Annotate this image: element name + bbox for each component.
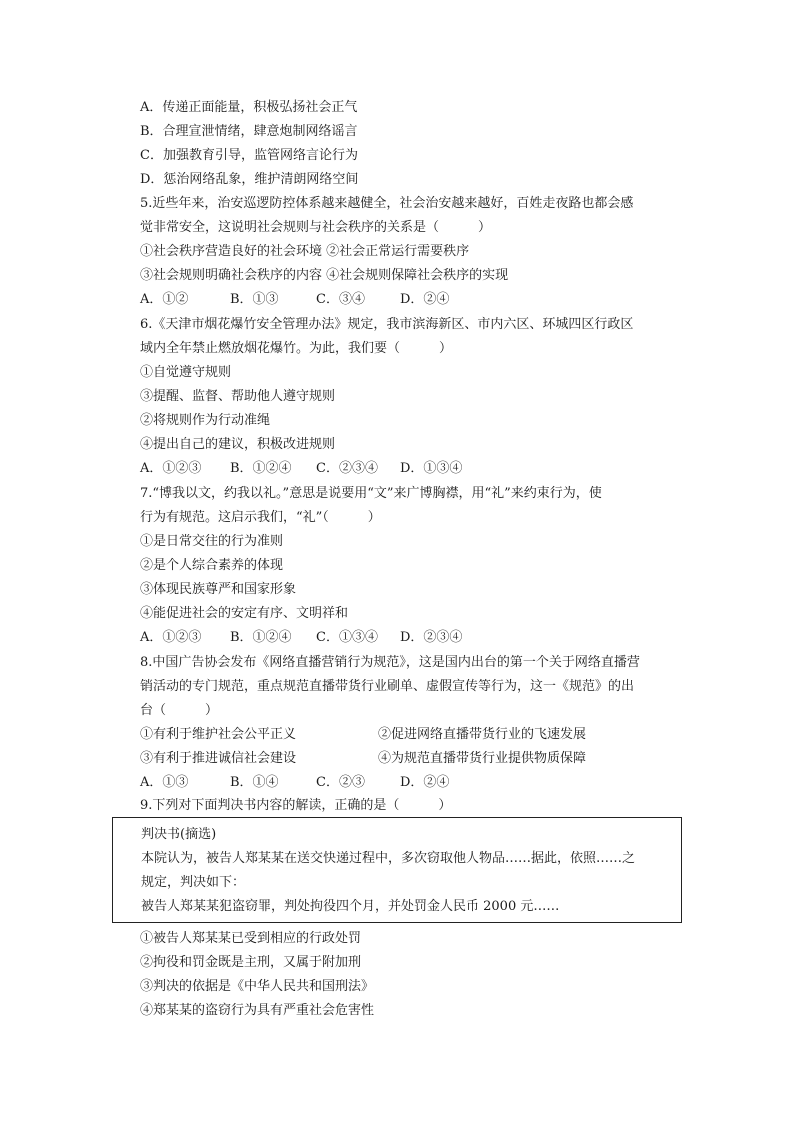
q5-item-row-1: ①社会秩序营造良好的社会环境 ②社会正常运行需要秩序 (140, 244, 470, 259)
q8-choice-c: C．②③ (316, 775, 365, 790)
q4-option-c: C．加强教育引导，监管网络言论行为 (140, 148, 358, 163)
q5-choice-a: A．①② (140, 292, 189, 307)
q7-stem-line-2: 行为有规范。这启示我们，“礼”（ ） (140, 510, 381, 525)
judgment-title: 判决书(摘选) (141, 827, 217, 842)
q7-choice-d: D．②③④ (400, 630, 463, 645)
q7-stem-line-1: 7.“博我以文，约我以礼。”意思是说要用“文”来广博胸襟，用“礼”来约束行为，使 (140, 486, 602, 501)
judgment-line-3: 被告人郑某某犯盗窃罪，判处拘役四个月，并处罚金人民币 2000 元…… (141, 899, 560, 914)
q9-stem: 9.下列对下面判决书内容的解读，正确的是（ ） (140, 798, 452, 813)
q6-stem-line-2: 域内全年禁止燃放烟花爆竹。为此，我们要（ ） (140, 341, 453, 356)
q6-choice-b: B．①②④ (230, 461, 292, 476)
q6-item-4: ④提出自己的建议，积极改进规则 (140, 437, 336, 452)
q8-item-3: ③有利于推进诚信社会建设 (140, 751, 297, 766)
q9-item-1: ①被告人郑某某已受到相应的行政处罚 (140, 931, 362, 946)
q8-choice-d: D．②④ (400, 775, 450, 790)
q5-item-row-2: ③社会规则明确社会秩序的内容 ④社会规则保障社会秩序的实现 (140, 268, 509, 283)
q6-item-1: ①自觉遵守规则 (140, 365, 232, 380)
q7-item-1: ①是日常交往的行为准则 (140, 534, 284, 549)
q8-stem-line-2: 销活动的专门规范，重点规范直播带货行业刷单、虚假宣传等行为，这一《规范》的出 (140, 679, 635, 694)
q6-item-3: ③提醒、监督、帮助他人遵守规则 (140, 389, 336, 404)
q7-item-3: ③体现民族尊严和国家形象 (140, 582, 297, 597)
judgment-line-1: 本院认为，被告人郑某某在送交快递过程中，多次窃取他人物品……据此，依照……之 (141, 851, 636, 866)
q6-choices (140, 460, 462, 478)
q7-choice-a: A．①②③ (140, 630, 202, 645)
q7-choices (140, 629, 462, 647)
q5-choices (140, 291, 449, 309)
q9-item-3: ③判决的依据是《中华人民共和国刑法》 (140, 979, 375, 994)
q7-choice-b: B．①②④ (230, 630, 292, 645)
q8-item-2: ②促进网络直播带货行业的飞速发展 (378, 727, 587, 742)
q9-item-4: ④郑某某的盗窃行为具有严重社会危害性 (140, 1003, 375, 1018)
q8-choices (140, 774, 449, 792)
q8-choice-a: A．①③ (140, 775, 189, 790)
q6-stem-line-1: 6.《天津市烟花爆竹安全管理办法》规定，我市滨海新区、市内六区、环城四区行政区 (140, 317, 634, 332)
q5-choice-d: D．②④ (400, 292, 450, 307)
q8-stem-line-1: 8.中国广告协会发布《网络直播营销行为规范》，这是国内出台的第一个关于网络直播营 (140, 655, 640, 670)
q8-choice-b: B．①④ (230, 775, 279, 790)
q4-option-b: B．合理宣泄情绪，肆意炮制网络谣言 (140, 124, 358, 139)
q6-choice-d: D．①③④ (400, 461, 463, 476)
q6-item-2: ②将规则作为行动准绳 (140, 413, 271, 428)
q4-option-a: A．传递正面能量，积极弘扬社会正气 (140, 100, 358, 115)
q9-item-2: ②拘役和罚金既是主刑，又属于附加刑 (140, 955, 362, 970)
q8-item-4: ④为规范直播带货行业提供物质保障 (378, 751, 587, 766)
q6-choice-a: A．①②③ (140, 461, 202, 476)
q8-item-1: ①有利于维护社会公平正义 (140, 727, 297, 742)
q6-choice-c: C．②③④ (316, 461, 378, 476)
q5-stem-line-2: 觉非常安全，这说明社会规则与社会秩序的关系是（ ） (140, 220, 492, 235)
q5-choice-b: B．①③ (230, 292, 279, 307)
q4-option-d: D．惩治网络乱象，维护清朗网络空间 (140, 172, 359, 187)
q7-item-4: ④能促进社会的安定有序、文明祥和 (140, 606, 349, 621)
q5-stem-line-1: 5.近些年来，治安巡逻防控体系越来越健全，社会治安越来越好，百姓走夜路也都会感 (140, 196, 634, 211)
judgment-excerpt-box (112, 817, 682, 923)
judgment-line-2: 规定，判决如下： (141, 875, 246, 890)
q5-choice-c: C．③④ (316, 292, 365, 307)
q8-stem-line-3: 台（ ） (140, 703, 219, 718)
q7-item-2: ②是个人综合素养的体现 (140, 558, 284, 573)
q7-choice-c: C．①③④ (316, 630, 378, 645)
